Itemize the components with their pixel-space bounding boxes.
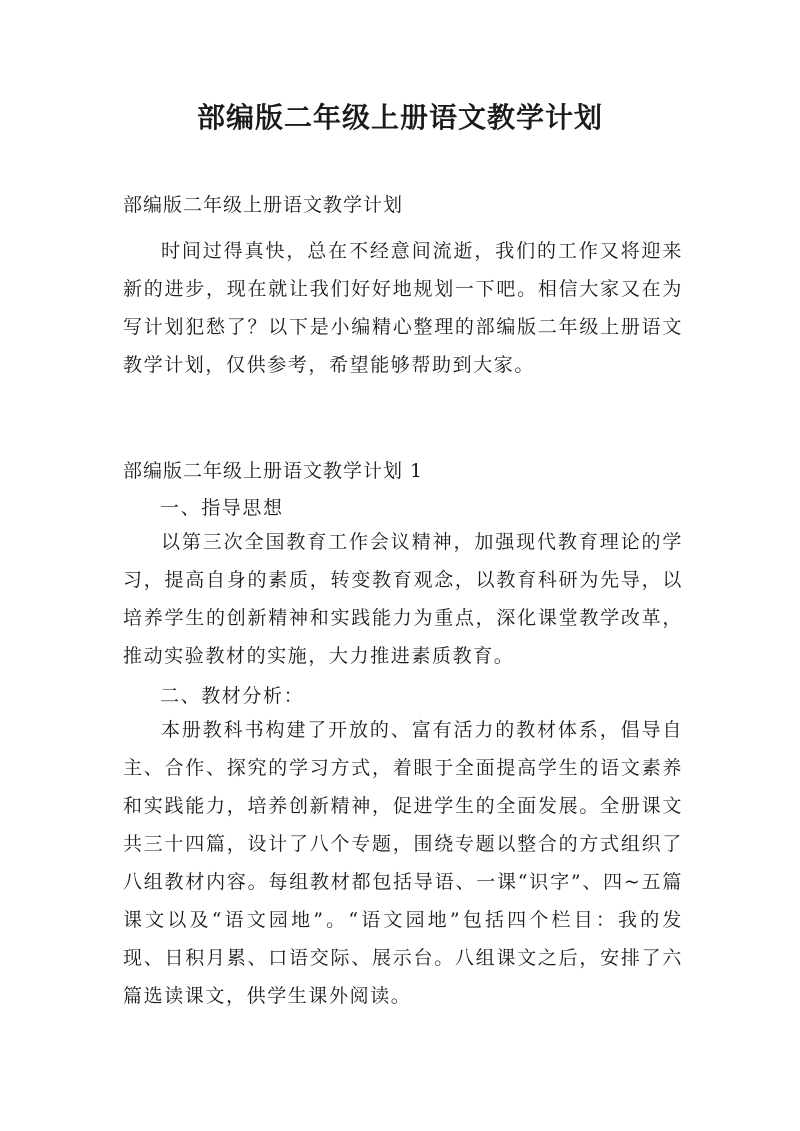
heading-textbook-analysis: 二、教材分析： — [160, 685, 305, 707]
intro-paragraph: 时间过得真快，总在不经意间流逝，我们的工作又将迎来新的进步，现在就让我们好好地规划一下吧。相信大家又在为写计划犯愁了？以下是小编精心整理的部编版二年级上册语文教学计划，仅供参考，希望能够帮助到大家。 — [123, 240, 683, 376]
textbook-analysis-paragraph: 本册教科书构建了开放的、富有活力的教材体系，倡导自主、合作、探究的学习方式，着眼于全面提高学生的语文素养和实践能力，培养创新精神，促进学生的全面发展。全册课文共三十四篇，设计了八个专题，围绕专题以整合的方式组织了八组教材内容。每组教材都包括导语、一课“识字”、四~五篇课文以及“语文园地”。“语文园地”包括四个栏目：我的发现、日积月累、口语交际、展示台。八组课文之后，安排了六篇选读课文，供学生课外阅读。 — [123, 719, 683, 1007]
document-subtitle: 部编版二年级上册语文教学计划 — [123, 194, 404, 216]
guiding-thought-paragraph: 以第三次全国教育工作会议精神，加强现代教育理论的学习，提高自身的素质，转变教育观念，以教育科研为先导，以培养学生的创新精神和实践能力为重点，深化课堂教学改革，推动实验教材的实施，大力推进素质教育。 — [123, 531, 683, 667]
heading-guiding-thought: 一、指导思想 — [160, 497, 284, 519]
document-title: 部编版二年级上册语文教学计划 — [196, 101, 603, 134]
section-title: 部编版二年级上册语文教学计划 1 — [123, 460, 424, 482]
